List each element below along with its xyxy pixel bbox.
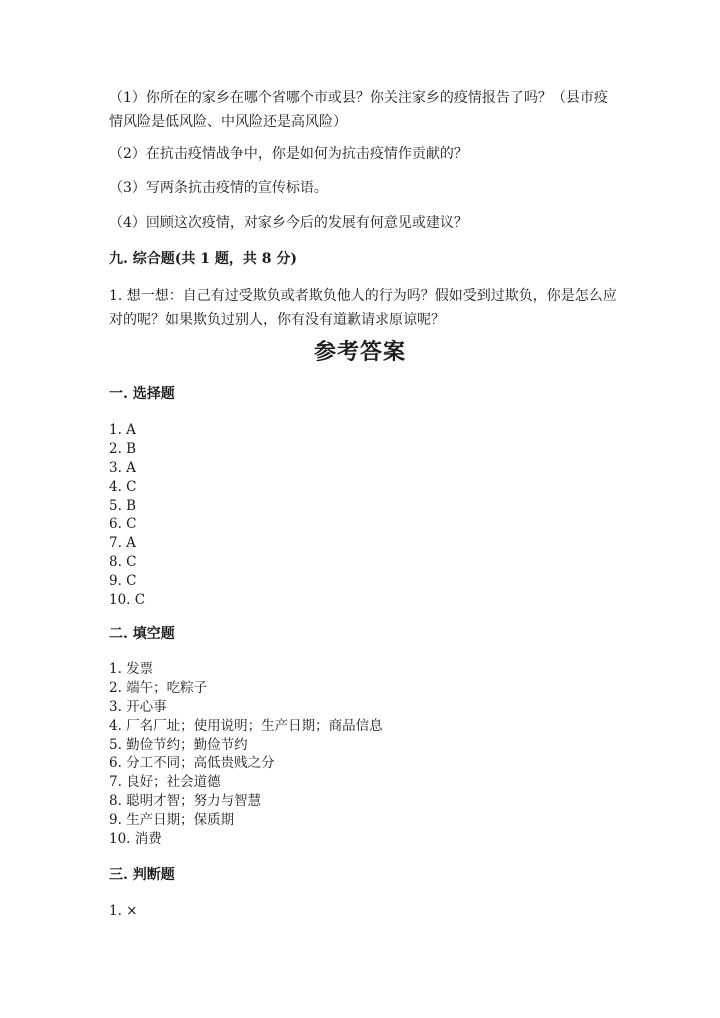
list-item: 6. 分工不同；高低贵贱之分: [109, 755, 275, 772]
list-item: 10. 消费: [109, 831, 162, 848]
list-item: 1. A: [109, 422, 136, 438]
list-item: 1. 发票: [109, 661, 154, 677]
section-9-heading: 九. 综合题(共 1 题，共 8 分): [109, 251, 297, 267]
list-item: 3. 开心事: [109, 698, 167, 715]
list-item: 2. 端午；吃粽子: [109, 679, 208, 696]
answer-title: 参考答案: [313, 339, 406, 365]
choice-heading: 一. 选择题: [109, 386, 175, 402]
list-item: 4. 厂名厂址；使用说明；生产日期；商品信息: [109, 717, 383, 734]
judge-answer-list: [109, 902, 137, 921]
question-3: （3）写两条抗击疫情的宣传标语。: [109, 180, 328, 196]
fill-answer-list: [109, 660, 383, 849]
list-item: 3. A: [109, 459, 136, 476]
list-item: 7. A: [109, 535, 136, 552]
list-item: 1. ×: [109, 903, 138, 919]
section-9-question: 1. 想一想：自己有过受欺负或者欺负他人的行为吗？假如受到过欺负，你是怎么应对的呢？如果欺负过别人，你有没有道歉请求原谅呢？: [109, 288, 617, 328]
list-item: 5. B: [109, 497, 137, 514]
question-1: （1）你所在的家乡在哪个省哪个市或县？你关注家乡的疫情报告了吗？（县市疫情风险是低风险、中风险还是高风险）: [109, 90, 608, 130]
list-item: 8. C: [109, 554, 137, 571]
list-item: 9. C: [109, 573, 137, 590]
list-item: 8. 聪明才智；努力与智慧: [109, 793, 262, 810]
list-item: 4. C: [109, 478, 137, 495]
list-item: 6. C: [109, 516, 137, 533]
list-item: 5. 勤俭节约；勤俭节约: [109, 736, 248, 753]
question-4: （4）回顾这次疫情，对家乡今后的发展有何意见或建议？: [109, 215, 468, 231]
list-item: 2. B: [109, 440, 137, 457]
fill-heading: 二. 填空题: [109, 626, 175, 642]
list-item: 7. 良好；社会道德: [109, 774, 221, 791]
list-item: 9. 生产日期；保质期: [109, 812, 235, 829]
question-2: （2）在抗击疫情战争中，你是如何为抗击疫情作贡献的？: [109, 146, 468, 162]
list-item: 10. C: [109, 592, 146, 609]
choice-answer-list: [109, 421, 145, 610]
judge-heading: 三. 判断题: [109, 867, 175, 883]
